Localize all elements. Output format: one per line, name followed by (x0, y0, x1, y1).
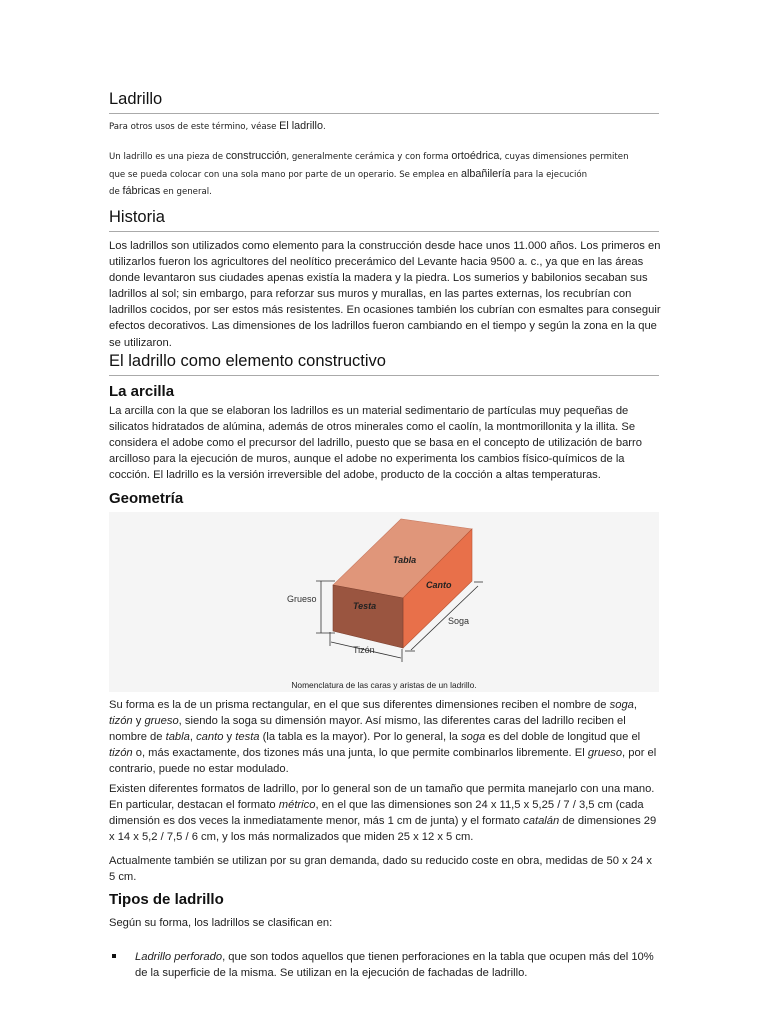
brick-diagram (109, 512, 659, 692)
historia-paragraph: Los ladrillos son utilizados como elemento para la construcción desde hace unos 11.000 años. Los primeros en utilizarlos fueron los agricultores del neolítico precerámico del Levante hacia 9500 a. c., ya que en las áreas donde levantaron sus ciudades apenas existía la madera y la piedra. Los sumerios y babilonios secaban sus ladrillos al sol; sin embargo, para reforzar sus muros y murallas, en las partes externas, los recubrían con ladrillos cocidos, por ser estos más resistentes. En ocasiones también los cubrían con esmaltes para conseguir efectos decorativos. Las dimensiones de los ladrillos fueron cambiando en el tiempo y según la zona en la que se utilizaron. (109, 240, 661, 349)
link-ortoedrica[interactable]: ortoédrica (451, 150, 500, 162)
list-item: Ladrillo perforado, que son todos aquellos que tienen perforaciones en la tabla que ocupen más del 10% de la superficie de la misma. Se utilizan en la ejecución de fachadas de ladrillo. (109, 949, 661, 981)
heading-elemento-constructivo: El ladrillo como elemento constructivo (109, 352, 659, 376)
dimension-grueso (316, 581, 335, 633)
heading-ladrillo: Ladrillo (109, 90, 659, 114)
link-el-ladrillo[interactable]: El ladrillo (279, 120, 323, 132)
label-tizon: Tizón (353, 645, 375, 655)
geometria-paragraph-3: Actualmente también se utilizan por su gran demanda, dado su reducido coste en obra, medidas de 50 x 24 x 5 cm. (109, 855, 652, 884)
intro-paragraph: Un ladrillo es una pieza de construcción, generalmente cerámica y con forma ortoédrica, cuyas dimensiones permiten que se pueda colocar con una sola mano por parte de un operario. Se emplea en albañilería para la ejecución de fábricas en general. (109, 150, 629, 197)
hatnote: Para otros usos de este término, véase El ladrillo. (109, 120, 326, 132)
geometria-paragraph-2: Existen diferentes formatos de ladrillo, por lo general son de un tamaño que permita manejarlo con una mano. En particular, destacan el formato métrico, en el que las dimensiones son 24 x 11,5 x 5,25 / 7 / 3,5 cm (cada dimensión es dos veces la inmediatamente menor, más 1 cm de junta) y el formato catalán de dimensiones 29 x 14 x 5,2 / 7,5 / 6 cm, y los más normalizados que miden 25 x 12 x 5 cm. (109, 783, 657, 844)
geometria-paragraph-1: Su forma es la de un prisma rectangular, en el que sus diferentes dimensiones reciben el nombre de soga, tizón y grueso, siendo la soga su dimensión mayor. Así mismo, las diferentes caras del ladrillo reciben el nombre de tabla, canto y testa (la tabla es la mayor). Por lo general, la soga es del doble de longitud que el tizón o, más exactamente, dos tizones más una junta, lo que permite combinarlos libremente. El grueso, por el contrario, puede no estar modulado. (109, 699, 657, 776)
tipos-intro: Según su forma, los ladrillos se clasifican en: (109, 917, 333, 929)
heading-geometria: Geometría (109, 490, 184, 507)
link-construccion[interactable]: construcción (225, 150, 287, 162)
link-albanileria[interactable]: albañilería (460, 167, 511, 180)
label-canto: Canto (426, 580, 452, 590)
label-testa: Testa (353, 601, 377, 611)
bullet-icon (112, 954, 116, 958)
label-grueso: Grueso (287, 594, 317, 604)
link-fabricas[interactable]: fábricas (122, 185, 161, 197)
figure-caption: Nomenclatura de las caras y aristas de un ladrillo. (291, 680, 477, 690)
label-soga: Soga (448, 616, 470, 626)
arcilla-paragraph: La arcilla con la que se elaboran los ladrillos es un material sedimentario de partículas muy pequeñas de silicatos hidratados de alúmina, además de otros minerales como el caolín, la montmorillonita y la illita. Se considera el adobe como el precursor del ladrillo, puesto que se basa en el concepto de utilización de barro arcilloso para la ejecución de muros, aunque el adobe no experimenta los cambios físico-químicos de la cocción. El ladrillo es la versión irreversible del adobe, producto de la cocción a altas temperaturas. (109, 405, 642, 482)
heading-arcilla: La arcilla (109, 383, 175, 400)
heading-historia: Historia (109, 208, 659, 232)
heading-tipos: Tipos de ladrillo (109, 891, 224, 908)
brick-figure (109, 512, 659, 692)
label-tabla: Tabla (393, 555, 417, 565)
tipos-list (109, 949, 661, 981)
